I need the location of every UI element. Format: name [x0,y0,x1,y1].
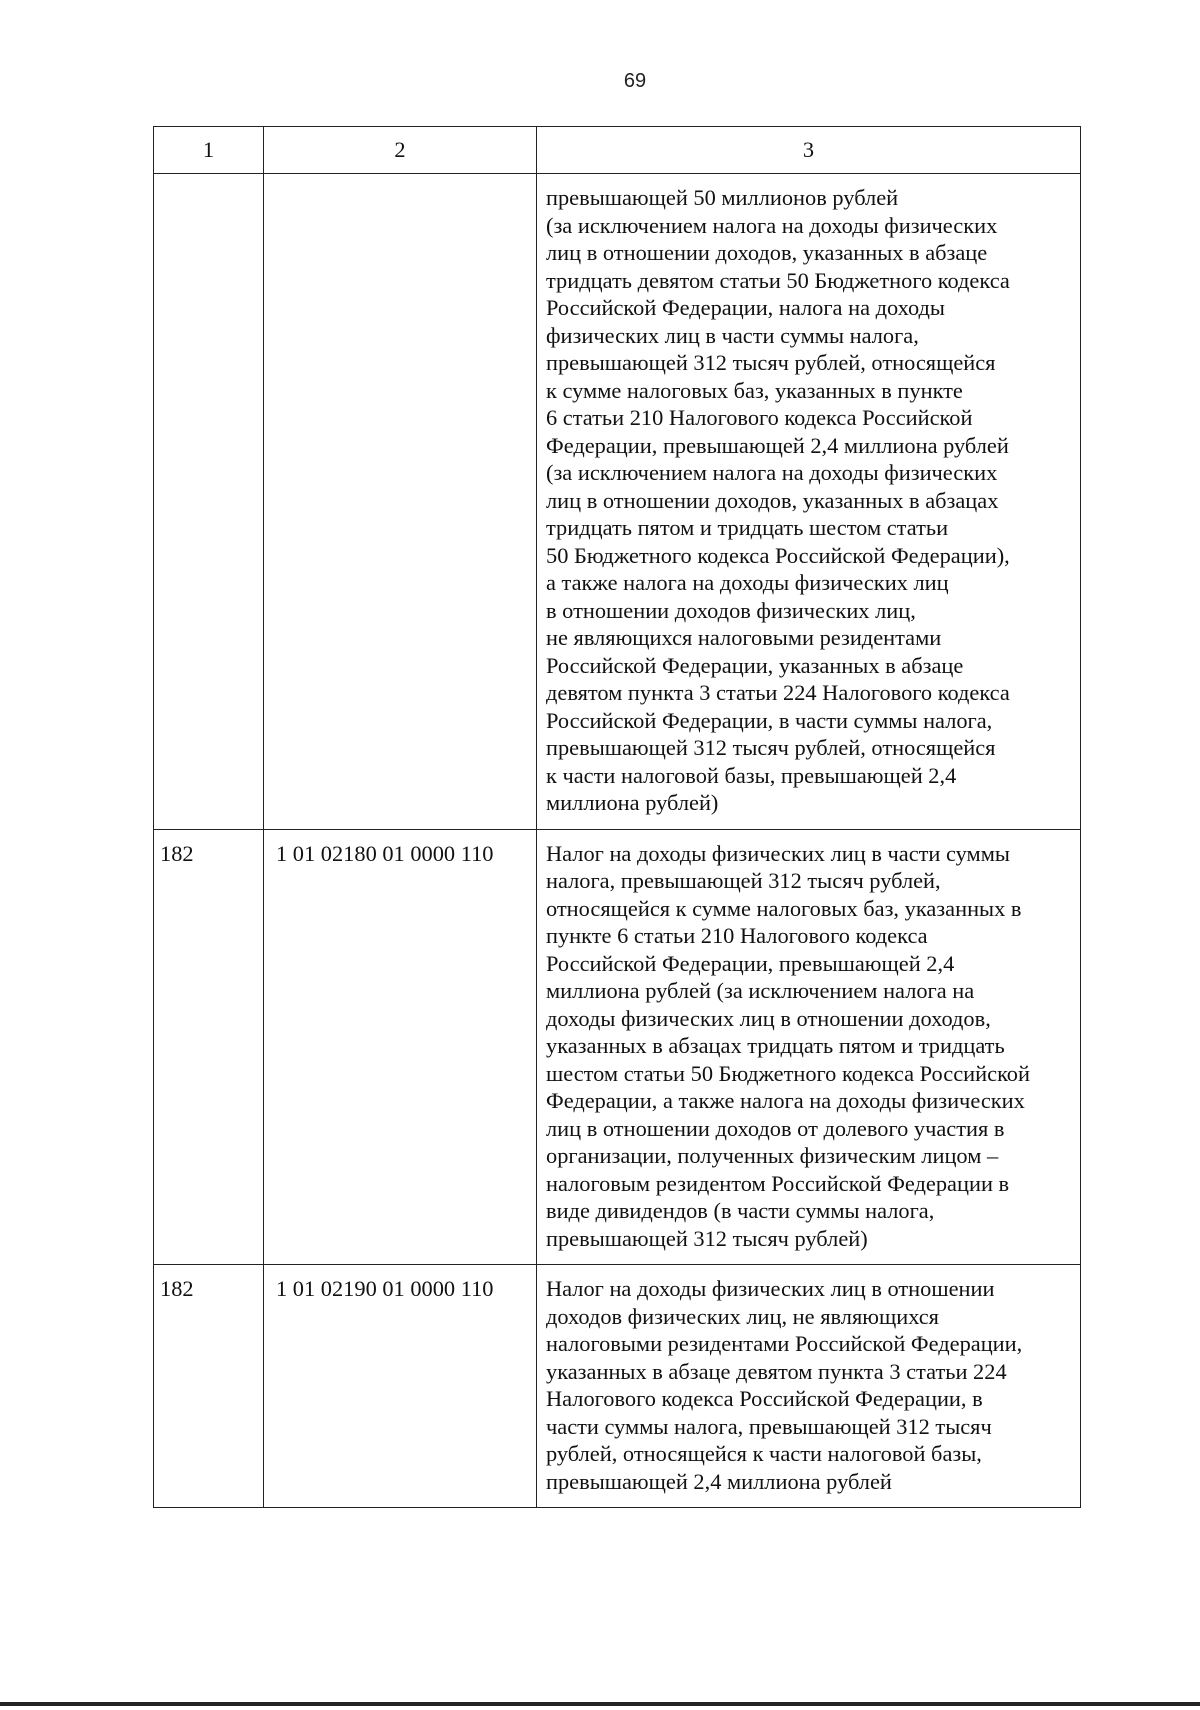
column-header-1: 1 [154,127,264,174]
scan-edge-rule [0,1702,1200,1706]
description-cell: Налог на доходы физических лиц в отношении доходов физических лиц, не являющихся налоговыми резидентами Российской Федерации, указанных в абзаце девятом пункта 3 статьи 224 Налогового кодекса Российской Федерации, в части суммы налога, превышающей 312 тысяч рублей, относящейся к части налоговой базы, превышающей 2,4 миллиона рублей [537,1265,1081,1508]
budget-code-cell [264,174,537,830]
table-row [154,829,1081,1265]
description-cell: превышающей 50 миллионов рублей (за исключением налога на доходы физических лиц в отношении доходов, указанных в абзаце тридцать девятом статьи 50 Бюджетного кодекса Российской Федерации, налога на доходы физических лиц в части суммы налога, превышающей 312 тысяч рублей, относящейся к сумме налоговых баз, указанных в пункте 6 статьи 210 Налогового кодекса Российской Федерации, превышающей 2,4 миллиона рублей (за исключением налога на доходы физических лиц в отношении доходов, указанных в абзацах тридцать пятом и тридцать шестом статьи 50 Бюджетного кодекса Российской Федерации), а также налога на доходы физических лиц в отношении доходов физических лиц, не являющихся налоговыми резидентами Российской Федерации, указанных в абзаце девятом пункта 3 статьи 224 Налогового кодекса Российской Федерации, в части суммы налога, превышающей 312 тысяч рублей, относящейся к части налоговой базы, превышающей 2,4 миллиона рублей) [537,174,1081,830]
description-cell: Налог на доходы физических лиц в части суммы налога, превышающей 312 тысяч рублей, относящейся к сумме налоговых баз, указанных в пункте 6 статьи 210 Налогового кодекса Российской Федерации, превышающей 2,4 миллиона рублей (за исключением налога на доходы физических лиц в отношении доходов, указанных в абзацах тридцать пятом и тридцать шестом статьи 50 Бюджетного кодекса Российской Федерации, а также налога на доходы физических лиц в отношении доходов от долевого участия в организации, полученных физическим лицом – налоговым резидентом Российской Федерации в виде дивидендов (в части суммы налога, превышающей 312 тысяч рублей) [537,829,1081,1265]
table-row [154,1265,1081,1508]
admin-code-cell: 182 [154,829,264,1265]
admin-code-cell [154,174,264,830]
budget-code-table [153,126,1081,1508]
column-header-2: 2 [264,127,537,174]
budget-code-cell: 1 01 02180 01 0000 110 [264,829,537,1265]
table-row [154,174,1081,830]
column-header-3: 3 [537,127,1081,174]
table-header-row [154,127,1081,174]
page-number: 69 [623,70,647,92]
admin-code-cell: 182 [154,1265,264,1508]
budget-code-cell: 1 01 02190 01 0000 110 [264,1265,537,1508]
